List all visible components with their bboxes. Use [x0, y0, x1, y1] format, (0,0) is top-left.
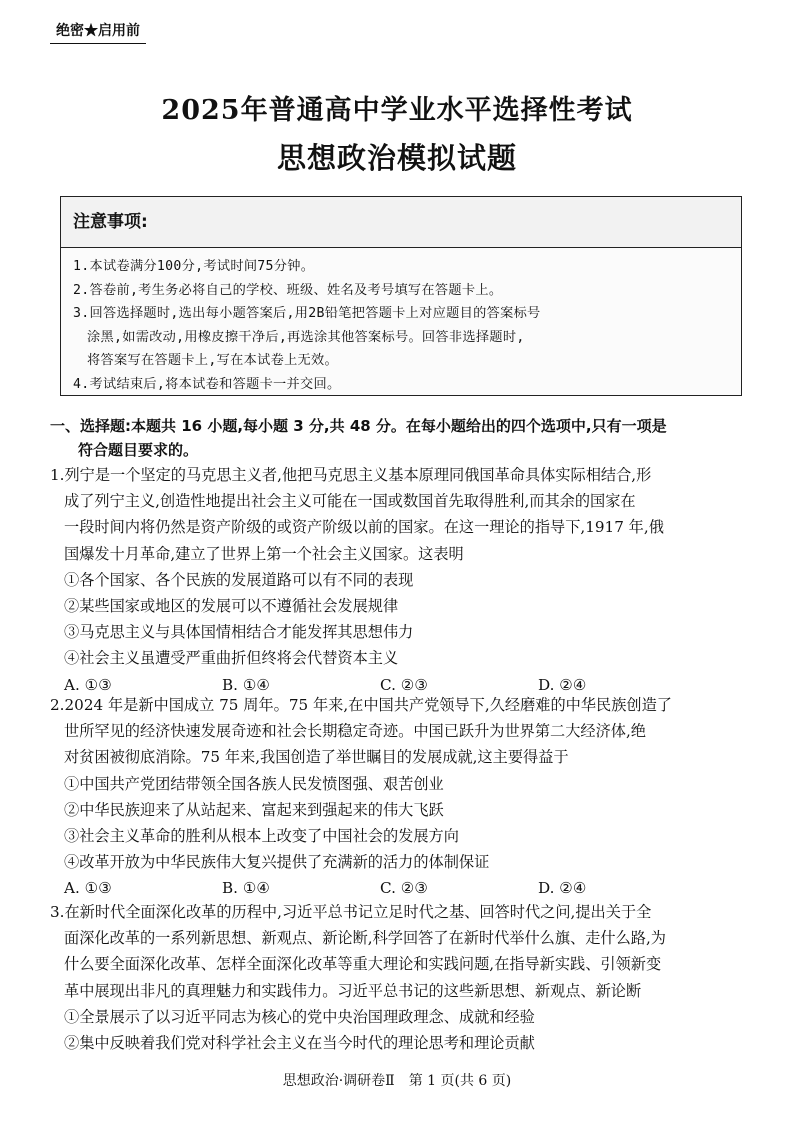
notice-item: 3.回答选择题时,选出每小题答案后,用2B铅笔把答题卡上对应题目的答案标号	[73, 306, 541, 322]
statement-option: ②某些国家或地区的发展可以不遵循社会发展规律	[64, 597, 399, 616]
choice-d: D. ②④	[538, 675, 587, 694]
question-text: 国爆发十月革命,建立了世界上第一个社会主义国家。这表明	[64, 544, 464, 563]
statement-option: ③社会主义革命的胜利从根本上改变了中国社会的发展方向	[64, 827, 459, 846]
question-text: 对贫困被彻底消除。75 年来,我国创造了举世瞩目的发展成就,这主要得益于	[64, 748, 569, 767]
question-text: 2.2024 年是新中国成立 75 周年。75 年来,在中国共产党领导下,久经磨难的中华民族创造了	[50, 696, 672, 714]
statement-option: ④改革开放为中华民族伟大复兴提供了充满新的活力的体制保证	[64, 853, 490, 872]
question-text: 1.列宁是一个坚定的马克思主义者,他把马克思主义基本原理同俄国革命具体实际相结合,形	[50, 466, 652, 484]
section-heading-line: 符合题目要求的。	[78, 441, 199, 459]
choice-b: B. ①④	[222, 879, 271, 898]
question-1	[50, 462, 756, 698]
choice-d: D. ②④	[538, 879, 587, 898]
choice-c: C. ②③	[380, 879, 428, 898]
statement-option: ①各个国家、各个民族的发展道路可以有不同的表现	[64, 570, 414, 589]
notice-item: 1.本试卷满分100分,考试时间75分钟。	[73, 259, 315, 274]
question-3	[50, 899, 756, 1056]
statement-option: ①全景展示了以习近平同志为核心的党中央治国理政理念、成就和经验	[64, 1007, 535, 1026]
section-heading	[50, 414, 750, 462]
notice-item: 2.答卷前,考生务必将自己的学校、班级、姓名及考号填写在答题卡上。	[73, 282, 503, 298]
statement-option: ②集中反映着我们党对科学社会主义在当今时代的理论思考和理论贡献	[64, 1034, 535, 1053]
question-text: 一段时间内将仍然是资产阶级的或资产阶级以前的国家。在这一理论的指导下,1917 年,俄	[64, 518, 664, 537]
question-text: 世所罕见的经济快速发展奇迹和社会长期稳定奇迹。中国已跃升为世界第二大经济体,绝	[64, 722, 646, 741]
exam-subject-title: 思想政治模拟试题	[276, 141, 517, 175]
question-2	[50, 692, 756, 902]
exam-title: 2025年普通高中学业水平选择性考试	[161, 95, 633, 126]
confidential-label: 绝密★启用前	[50, 18, 146, 44]
notice-item: 4.考试结束后,将本试卷和答题卡一并交回。	[73, 376, 341, 392]
question-text: 革中展现出非凡的真理魅力和实践伟力。习近平总书记的这些新思想、新观点、新论断	[64, 981, 642, 1000]
notice-box	[60, 196, 742, 396]
answer-choices	[50, 875, 756, 901]
notice-heading: 注意事项:	[61, 197, 741, 248]
question-text: 3.在新时代全面深化改革的历程中,习近平总书记立足时代之基、回答时代之问,提出关于全	[50, 903, 652, 921]
choice-c: C. ②③	[380, 675, 428, 694]
notice-item-continuation: 将答案写在答题卡上,写在本试卷上无效。	[87, 353, 339, 369]
statement-option: ③马克思主义与具体国情相结合才能发挥其思想伟力	[64, 623, 414, 642]
choice-b: B. ①④	[222, 675, 271, 694]
statement-option: ①中国共产党团结带领全国各族人民发愤图强、艰苦创业	[64, 774, 444, 793]
notice-item-continuation: 涂黑,如需改动,用橡皮擦干净后,再选涂其他答案标号。回答非选择题时,	[87, 329, 525, 345]
choice-a: A. ①③	[64, 675, 112, 694]
notice-list	[61, 248, 741, 397]
question-text: 成了列宁主义,创造性地提出社会主义可能在一国或数国首先取得胜利,而其余的国家在	[64, 492, 636, 511]
section-heading-line: 一、选择题:本题共 16 小题,每小题 3 分,共 48 分。在每小题给出的四个选项中,只有一项是	[50, 417, 667, 435]
statement-option: ②中华民族迎来了从站起来、富起来到强起来的伟大飞跃	[64, 800, 444, 819]
page-footer: 思想政治·调研卷Ⅱ 第 1 页(共 6 页)	[282, 1073, 512, 1089]
question-text: 面深化改革的一系列新思想、新观点、新论断,科学回答了在新时代举什么旗、走什么路,为	[64, 929, 666, 948]
statement-option: ④社会主义虽遭受严重曲折但终将会代替资本主义	[64, 649, 399, 668]
question-text: 什么要全面深化改革、怎样全面深化改革等重大理论和实践问题,在指导新实践、引领新变	[64, 955, 662, 974]
choice-a: A. ①③	[64, 879, 112, 898]
